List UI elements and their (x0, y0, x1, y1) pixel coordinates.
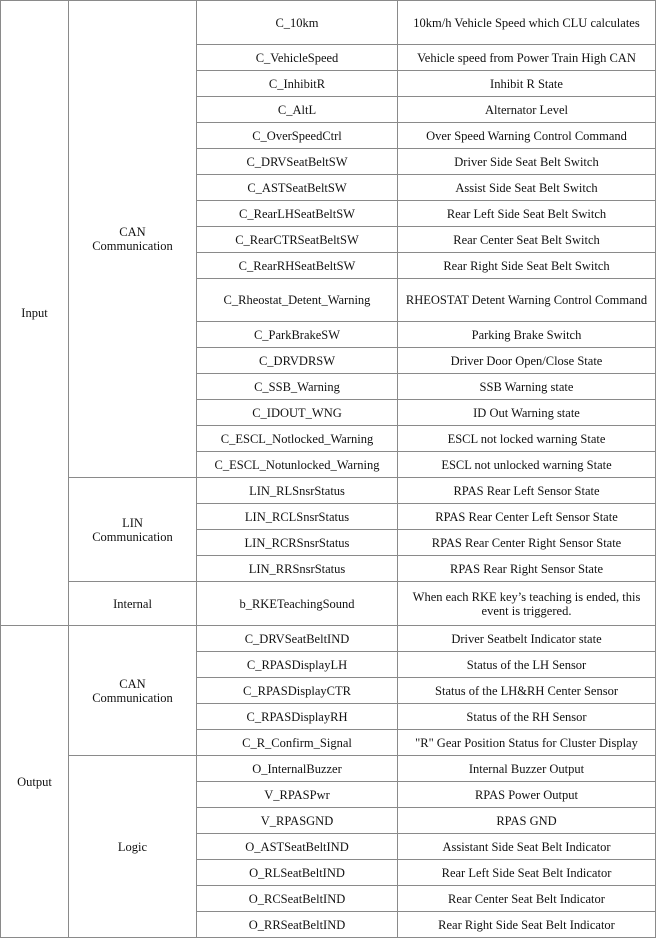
signal-description-cell: ID Out Warning state (398, 400, 656, 426)
group-cell (69, 626, 197, 756)
signal-description-cell: Driver Door Open/Close State (398, 348, 656, 374)
signal-name-cell: C_RPASDisplayLH (197, 652, 398, 678)
signal-description-cell: Driver Seatbelt Indicator state (398, 626, 656, 652)
signal-name-cell: C_OverSpeedCtrl (197, 123, 398, 149)
signal-description-cell: RPAS Rear Right Sensor State (398, 556, 656, 582)
signal-name-cell: C_DRVSeatBeltIND (197, 626, 398, 652)
direction-cell: Input (1, 1, 69, 626)
signal-description-cell: "R" Gear Position Status for Cluster Display (398, 730, 656, 756)
signal-name-cell: C_RearRHSeatBeltSW (197, 253, 398, 279)
group-label-line: Communication (92, 529, 173, 544)
group-cell (69, 756, 197, 938)
signal-description-cell: RPAS Rear Left Sensor State (398, 478, 656, 504)
group-label-line: Communication (92, 690, 173, 705)
table-row (1, 626, 656, 652)
signal-description-cell: Alternator Level (398, 97, 656, 123)
signal-name-cell: C_DRVDRSW (197, 348, 398, 374)
signal-description-cell: RPAS Rear Center Left Sensor State (398, 504, 656, 530)
table-row (1, 756, 656, 782)
signal-name-cell: O_ASTSeatBeltIND (197, 834, 398, 860)
signal-name-cell: C_RearLHSeatBeltSW (197, 201, 398, 227)
group-label-line: Communication (92, 239, 173, 253)
signal-name-cell: LIN_RCLSnsrStatus (197, 504, 398, 530)
signal-description-cell: RHEOSTAT Detent Warning Control Command (398, 279, 656, 322)
table-row (1, 582, 656, 626)
signal-description-cell: Assistant Side Seat Belt Indicator (398, 834, 656, 860)
signal-name-cell: C_RearCTRSeatBeltSW (197, 227, 398, 253)
signal-name-cell: C_10km (197, 1, 398, 45)
signal-name-cell: C_RPASDisplayRH (197, 704, 398, 730)
signal-name-cell: C_R_Confirm_Signal (197, 730, 398, 756)
signal-name-cell: O_RLSeatBeltIND (197, 860, 398, 886)
group-label-line: CAN (119, 225, 146, 239)
signal-description-cell: Internal Buzzer Output (398, 756, 656, 782)
signal-name-cell: LIN_RLSnsrStatus (197, 478, 398, 504)
table-row (1, 1, 656, 45)
signal-name-cell: V_RPASPwr (197, 782, 398, 808)
signal-description-cell: ESCL not unlocked warning State (398, 452, 656, 478)
signal-description-cell: RPAS Rear Center Right Sensor State (398, 530, 656, 556)
signal-name-cell: b_RKETeachingSound (197, 582, 398, 626)
signal-description-cell: When each RKE key’s teaching is ended, this event is triggered. (398, 582, 656, 626)
signal-description-cell: Status of the LH Sensor (398, 652, 656, 678)
signal-description-cell: RPAS Power Output (398, 782, 656, 808)
signal-description-cell: Status of the RH Sensor (398, 704, 656, 730)
signal-description-cell: ESCL not locked warning State (398, 426, 656, 452)
signal-name-cell: C_SSB_Warning (197, 374, 398, 400)
group-cell (69, 1, 197, 478)
signal-description-cell: Driver Side Seat Belt Switch (398, 149, 656, 175)
signal-description-cell: Parking Brake Switch (398, 322, 656, 348)
signal-description-cell: Assist Side Seat Belt Switch (398, 175, 656, 201)
signal-description-cell: Status of the LH&RH Center Sensor (398, 678, 656, 704)
direction-cell: Output (1, 626, 69, 938)
signal-description-cell: Rear Right Side Seat Belt Switch (398, 253, 656, 279)
signal-description-cell: Rear Center Seat Belt Indicator (398, 886, 656, 912)
signal-description-cell: Over Speed Warning Control Command (398, 123, 656, 149)
signal-description-cell: Rear Center Seat Belt Switch (398, 227, 656, 253)
group-label-line: Internal (113, 596, 152, 611)
signal-description-cell: Inhibit R State (398, 71, 656, 97)
signal-name-cell: O_InternalBuzzer (197, 756, 398, 782)
signal-name-cell: C_ESCL_Notlocked_Warning (197, 426, 398, 452)
group-label-line: Logic (117, 839, 148, 854)
signal-name-cell: C_IDOUT_WNG (197, 400, 398, 426)
signal-name-cell: C_ESCL_Notunlocked_Warning (197, 452, 398, 478)
signal-description-cell: Vehicle speed from Power Train High CAN (398, 45, 656, 71)
signal-name-cell: V_RPASGND (197, 808, 398, 834)
signal-name-cell: C_ParkBrakeSW (197, 322, 398, 348)
signal-name-cell: C_Rheostat_Detent_Warning (197, 279, 398, 322)
signal-name-cell: O_RRSeatBeltIND (197, 912, 398, 938)
signal-name-cell: O_RCSeatBeltIND (197, 886, 398, 912)
signal-description-cell: SSB Warning state (398, 374, 656, 400)
group-cell (69, 582, 197, 626)
signal-table-body (1, 1, 656, 938)
signal-description-cell: Rear Left Side Seat Belt Indicator (398, 860, 656, 886)
signal-name-cell: C_ASTSeatBeltSW (197, 175, 398, 201)
group-label-line: LIN (122, 515, 143, 530)
group-label-line: CAN (119, 676, 146, 691)
signal-name-cell: C_DRVSeatBeltSW (197, 149, 398, 175)
signal-description-cell: Rear Left Side Seat Belt Switch (398, 201, 656, 227)
signal-name-cell: C_VehicleSpeed (197, 45, 398, 71)
signal-name-cell: LIN_RCRSnsrStatus (197, 530, 398, 556)
signal-name-cell: C_RPASDisplayCTR (197, 678, 398, 704)
signal-description-cell: RPAS GND (398, 808, 656, 834)
signal-name-cell: C_AltL (197, 97, 398, 123)
table-row (1, 478, 656, 504)
group-cell (69, 478, 197, 582)
signal-name-cell: C_InhibitR (197, 71, 398, 97)
signal-name-cell: LIN_RRSnsrStatus (197, 556, 398, 582)
signal-description-cell: Rear Right Side Seat Belt Indicator (398, 912, 656, 938)
signal-description-cell: 10km/h Vehicle Speed which CLU calculates (398, 1, 656, 45)
